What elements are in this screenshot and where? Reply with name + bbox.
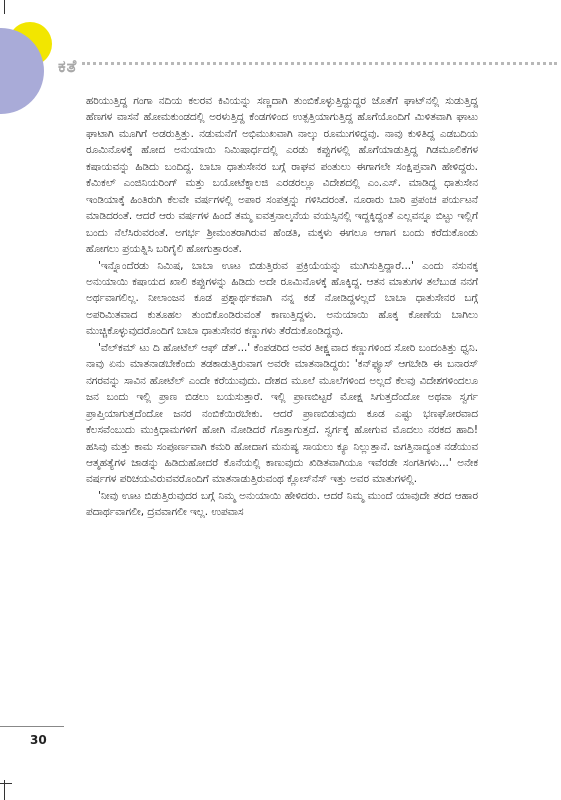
paragraph: 'ಇನ್ನೊಂದೆರಡು ನಿಮಿಷ, ಬಾಬಾ ಊಟ ಬಿಡುತ್ತಿರುವ ಪ್ರಕ್ರಿಯೆಯನ್ನು ಮುಗಿಸುತ್ತಿದ್ದಾರೆ...' ಎಂದು ನಸುನಕ್ಕ ಅನುಯಾಯಿ ಕಷಾಯದ ಖಾಲಿ ಕಪ್ಪುಗಳನ್ನು ಹಿಡಿದು ಅದೇ ರೂಮಿನೊಳಕ್ಕೆ ಹೊಕ್ಕಿದ್ದ. ಆತನ ಮಾತುಗಳ ತಲೆಬುಡ ನನಗೆ ಅರ್ಥವಾಗಲಿಲ್ಲ. ನೀಲಾಂಜನ ಕೂಡ ಪ್ರಶ್ನಾರ್ಥಕವಾಗಿ ನನ್ನ ಕಡೆ ನೋಡಿದ್ದಳಲ್ಲದೆ ಬಾಬಾ ಧಾತುಸೇನರ ಬಗ್ಗೆ ಅಪರಿಮಿತವಾದ ಕುತೂಹಲ ತುಂಬಿಕೊಂಡಿರುವಂತೆ ಕಾಣುತ್ತಿದ್ದಳು. ಅನುಯಾಯಿ ಹೊಕ್ಕ ಕೋಣೆಯ ಬಾಗಿಲು ಮುಚ್ಚಿಕೊಳ್ಳುವುದರೊಂದಿಗೆ ಬಾಬಾ ಧಾತುಸೇನರ ಕಣ್ಣುಗಳು ತೆರೆದುಕೊಂಡಿದ್ದವು. [86, 259, 478, 338]
paragraph: 'ವೆಲ್‌ಕಮ್ ಟು ದಿ ಹೋಟೆಲ್ ಆಫ್ ಡೆತ್...' ಕೆಂಪಡರಿದ ಅವರ ತೀಕ್ಷ್ಣವಾದ ಕಣ್ಣುಗಳಿಂದ ಸೋರಿ ಬಂದಂತಿತ್ತು ಧ್ವನಿ. ನಾವು ಏನು ಮಾತನಾಡಬೇಕೆಂದು ತಡಕಾಡುತ್ತಿರುವಾಗ ಅವರೇ ಮಾತನಾಡಿದ್ದರು: 'ಕನ್‌ಫ್ಯೂಸ್ ಆಗಬೇಡಿ ಈ ಬನಾರಸ್ ನಗರವನ್ನು ಸಾವಿನ ಹೋಟೆಲ್ ಎಂದೇ ಕರೆಯುವುದು. ದೇಶದ ಮೂಲೆ ಮೂಲೆಗಳಿಂದ ಅಲ್ಲದೆ ಕೆಲವು ವಿದೇಶಗಳಿಂದಲೂ ಜನ ಬಂದು ಇಲ್ಲಿ ಪ್ರಾಣ ಬಿಡಲು ಬಯಸುತ್ತಾರೆ. ಇಲ್ಲಿ ಪ್ರಾಣಬಿಟ್ಟರೆ ಮೋಕ್ಷ ಸಿಗುತ್ತದೆಂದೋ ಅಥವಾ ಸ್ವರ್ಗ ಪ್ರಾಪ್ತಿಯಾಗುತ್ತದೆಂದೋ ಜನರ ನಂಬಿಕೆಯಿರಬೇಕು. ಆದರೆ ಪ್ರಾಣಬಿಡುವುದು ಕೂಡ ಎಷ್ಟು ಭಣಘೋರವಾದ ಕೆಲಸವೆಂಬುದು ಮುಕ್ತಿಧಾಮಗಳಿಗೆ ಹೋಗಿ ನೋಡಿದರೆ ಗೊತ್ತಾಗುತ್ತದೆ. ಸ್ವರ್ಗಕ್ಕೆ ಹೋಗುವ ಮೊದಲು ನರಕದ ಹಾದಿ! ಹಸಿವು ಮತ್ತು ಕಾಮ ಸಂಪೂರ್ಣವಾಗಿ ಕಮರಿ ಹೋದಾಗ ಮನುಷ್ಯ ಸಾಯಲು ಕ್ಯೂ ನಿಲ್ಲುತ್ತಾನೆ. ಜಗತ್ತಿನಾದ್ಯಂತ ನಡೆಯುವ ಆತ್ಮಹತ್ಯೆಗಳ ಜಾಡನ್ನು ಹಿಡಿದುಹೋದರೆ ಕೊನೆಯಲ್ಲಿ ಕಾಣುವುದು ಖಿಡಿತವಾಗಿಯೂ ಇವೆರಡೇ ಸಂಗತಿಗಳು...' ಅನೇಕ ವರ್ಷಗಳ ಪರಿಚಯವಿರುವವರೊಂದಿಗೆ ಮಾತನಾಡುತ್ತಿರುವಂಥ ಕ್ಲೋಸ್‌ನೆಸ್ ಇತ್ತು ಅವರ ಮಾತುಗಳಲ್ಲಿ. [86, 341, 478, 486]
header-dotted-rule [82, 62, 557, 65]
paragraph: 'ನೀವು ಊಟ ಬಿಡುತ್ತಿರುವುದರ ಬಗ್ಗೆ ನಿಮ್ಮ ಅನುಯಾಯಿ ಹೇಳಿದರು. ಆದರೆ ನಿಮ್ಮ ಮುಂದೆ ಯಾವುದೇ ತರದ ಆಹಾರ ಪದಾರ್ಥವಾಗಲೀ, ದ್ರವವಾಗಲೀ ಇಲ್ಲ. ಉಪವಾಸ [86, 489, 478, 519]
footer-rule [0, 726, 64, 727]
crop-mark-bottom-left-h [0, 783, 12, 784]
section-label: ಕತೆ [58, 57, 78, 77]
paragraph: ಹರಿಯುತ್ತಿದ್ದ ಗಂಗಾ ನದಿಯ ಕಲರವ ಕಿವಿಯನ್ನು ಸಣ್ಣದಾಗಿ ತುಂಬಿಕೊಳ್ಳುತ್ತಿದ್ದುದ್ದರ ಜೊತೆಗೆ ಘಾಟ್‌ನಲ್ಲಿ ಸುಡುತ್ತಿದ್ದ ಹೆಣಗಳ ವಾಸನೆ ಹೋಮಕುಂಡದಲ್ಲಿ ಅರಳುತ್ತಿದ್ದ ಕೆಂಡಗಳಿಂದ ಉತ್ಪತ್ತಿಯಾಗುತ್ತಿದ್ದ ಹೊಗೆಯೊಂದಿಗೆ ಮಿಳಿತವಾಗಿ ಘಾಟು ಘಾಟಾಗಿ ಮೂಗಿಗೆ ಅಡರುತ್ತಿತ್ತು. ನಡುಮನೆಗೆ ಅಭಿಮುಖವಾಗಿ ನಾಲ್ಕು ರೂಮುಗಳಿದ್ದವು. ನಾವು ಕುಳಿತಿದ್ದ ಎಡಬದಿಯ ರೂಮಿನೊಳಕ್ಕೆ ಹೋದ ಅನುಯಾಯಿ ನಿಮಿಷಾರ್ಧದಲ್ಲಿ ಎರಡು ಕಪ್ಪುಗಳಲ್ಲಿ ಹೊಗೆಯಾಡುತ್ತಿದ್ದ ಗಿಡಮೂಲಿಕೆಗಳ ಕಷಾಯವನ್ನು ಹಿಡಿದು ಬಂದಿದ್ದ. ಬಾಬಾ ಧಾತುಸೇನರ ಬಗ್ಗೆ ರಾಘವ ಪಂತುಲು ಈಗಾಗಲೇ ಸಂಕ್ಷಿಪ್ತವಾಗಿ ಹೇಳಿದ್ದರು. ಕೆಮಿಕಲ್ ಎಂಜಿನಿಯರಿಂಗ್ ಮತ್ತು ಬಯೋಟೆಕ್ನಾಲಜಿ ಎರಡರಲ್ಲೂ ವಿದೇಶದಲ್ಲಿ ಎಂ.ಎಸ್. ಮಾಡಿದ್ದ ಧಾತುಸೇನ ಇಂಡಿಯಾಕ್ಕೆ ಹಿಂತಿರುಗಿ ಕೆಲವೇ ವರ್ಷಗಳಲ್ಲಿ ಅಪಾರ ಸಂಪತ್ತನ್ನು ಗಳಿಸಿದರಂತೆ. ನೂರಾರು ಬಾರಿ ಪ್ರಪಂಚ ಪರ್ಯಟನೆ ಮಾಡಿದರಂತೆ. ಆದರೆ ಆರು ವರ್ಷಗಳ ಹಿಂದೆ ತಮ್ಮ ಐವತ್ತನಾಲ್ಕನೆಯ ವಯಸ್ಸಿನಲ್ಲಿ ಇದ್ದಕ್ಕಿದ್ದಂತೆ ಎಲ್ಲವನ್ನೂ ಬಿಟ್ಟು ಇಲ್ಲಿಗೆ ಬಂದು ನೆಲೆಸಿರುವರಂತೆ. ಅಗರ್ಭ ಶ್ರೀಮಂತರಾಗಿರುವ ಹೆಂಡತಿ, ಮಕ್ಕಳು ಈಗಲೂ ಆಗಾಗ ಬಂದು ಕರೆದುಕೊಂಡು ಹೋಗಲು ಪ್ರಯತ್ನಿಸಿ ಬರಿಗೈಲಿ ಹೋಗುತ್ತಾರಂತೆ. [86, 95, 478, 256]
crop-mark-top-left [4, 0, 5, 14]
article-body [86, 93, 478, 521]
page-number: 30 [30, 733, 47, 747]
